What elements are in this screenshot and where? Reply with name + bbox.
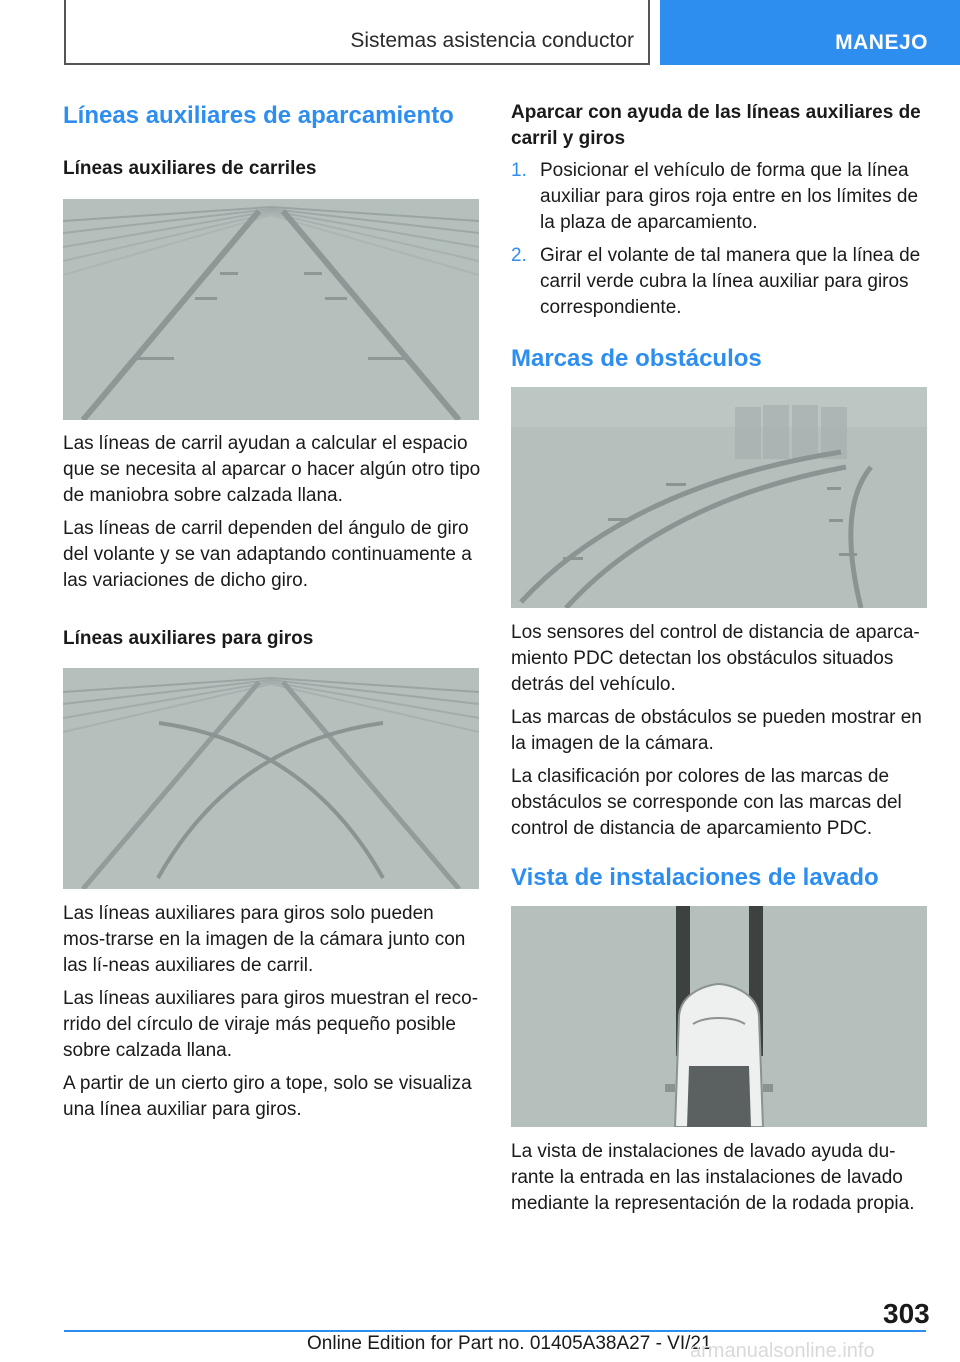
page-number: 303 — [883, 1298, 930, 1329]
turn-lines-illustration — [63, 668, 479, 889]
paragraph-lane-lines-1: Las líneas de carril ayudan a calcular el espacio que se necesita al aparcar o hacer algún otro tipo de maniobra sobre calzada llana. — [63, 433, 481, 506]
right-column — [511, 100, 929, 1217]
subheading-park-with-lines: Aparcar con ayuda de las líneas auxiliares de carril y giros — [511, 102, 921, 149]
header-section-title: Sistemas asistencia conductor — [350, 29, 634, 52]
step-number: 1. — [511, 160, 527, 181]
paragraph-obstacle-1: Los sensores del control de distancia de aparca‐miento PDC detectan los obstáculos situados detrás del vehículo. — [511, 622, 920, 695]
footer-edition: Online Edition for Part no. 01405A38A27 - VI/21 — [307, 1333, 712, 1354]
subheading-turn-lines: Líneas auxiliares para giros — [63, 628, 314, 649]
step-text: Girar el volante de tal manera que la línea de carril verde cubra la línea auxiliar para giros correspondiente. — [540, 245, 921, 318]
footer-divider — [64, 1330, 926, 1332]
paragraph-turn-lines-2: Las líneas auxiliares para giros muestran el reco‐rrido del círculo de viraje más pequeño posible sobre calzada llana. — [63, 988, 479, 1061]
left-column — [63, 100, 481, 1123]
step-item — [511, 243, 929, 321]
paragraph-turn-lines-3: A partir de un cierto giro a tope, solo se visualiza una línea auxiliar para giros. — [63, 1073, 472, 1120]
header-chapter-tab — [660, 0, 960, 65]
steps-list — [511, 158, 929, 321]
section-title-carwash-view: Vista de instalaciones de lavado — [511, 864, 879, 891]
carwash-view-illustration — [511, 906, 927, 1127]
section-title-obstacle-marks: Marcas de obstáculos — [511, 345, 762, 372]
obstacle-marks-illustration — [511, 387, 927, 608]
lane-lines-illustration — [63, 199, 479, 420]
watermark: armanualsonline.info — [690, 1340, 875, 1362]
paragraph-lane-lines-2: Las líneas de carril dependen del ángulo de giro del volante y se van adaptando continuamente a las variaciones de dicho giro. — [63, 518, 472, 591]
section-title-parking-lines: Líneas auxiliares de aparcamiento — [63, 102, 454, 129]
paragraph-obstacle-2: Las marcas de obstáculos se pueden mostrar en la imagen de la cámara. — [511, 707, 922, 754]
paragraph-carwash: La vista de instalaciones de lavado ayuda du‐rante la entrada en las instalaciones de lavado mediante la representación de la rodada propia. — [511, 1141, 915, 1214]
step-number: 2. — [511, 245, 527, 266]
figure-carwash-view — [511, 906, 927, 1127]
figure-obstacle-marks — [511, 387, 927, 608]
paragraph-obstacle-3: La clasificación por colores de las marcas de obstáculos se corresponde con las marcas del control de distancia de aparcamiento PDC. — [511, 766, 902, 839]
figure-turn-lines — [63, 668, 479, 889]
step-text: Posicionar el vehículo de forma que la línea auxiliar para giros roja entre en los límites de la plaza de aparcamiento. — [540, 160, 919, 233]
header-chapter-title: MANEJO — [835, 31, 928, 54]
subheading-lane-lines: Líneas auxiliares de carriles — [63, 158, 317, 179]
figure-lane-lines — [63, 199, 479, 420]
step-item — [511, 158, 929, 236]
paragraph-turn-lines-1: Las líneas auxiliares para giros solo pueden mos‐trarse en la imagen de la cámara junto con las lí‐neas auxiliares de carril. — [63, 903, 466, 976]
header-section-box — [64, 0, 650, 65]
